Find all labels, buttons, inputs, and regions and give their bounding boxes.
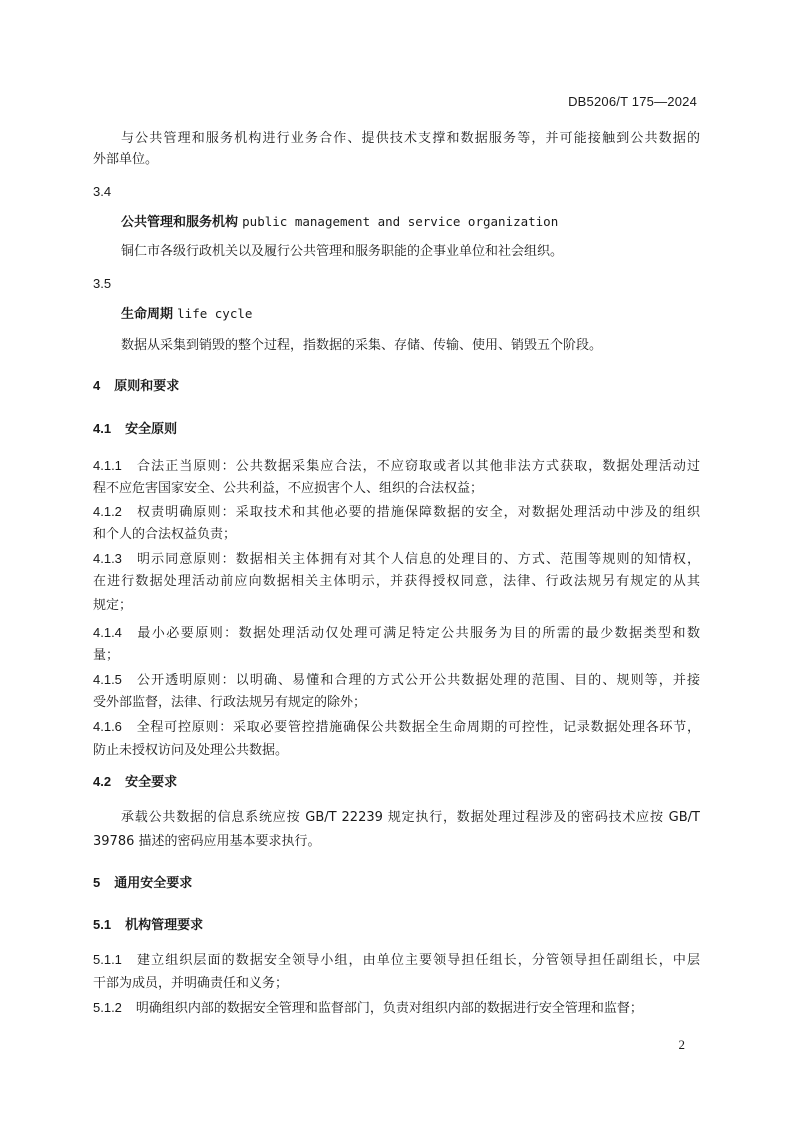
clause-text: 合法正当原则：公共数据采集应合法，不应窃取或者以其他非法方式获取，数据处理活动过 <box>135 459 700 474</box>
term-chinese: 公共管理和服务机构 <box>121 215 239 230</box>
section-title: 安全原则 <box>125 422 178 437</box>
section-number: 4.1 <box>93 421 112 436</box>
clause-number: 4.1.5 <box>93 672 122 687</box>
section-number: 4.2 <box>93 774 112 789</box>
term-chinese: 生命周期 <box>121 307 174 322</box>
clause-number: 4.1.6 <box>93 719 122 734</box>
clause-text: 明确组织内部的数据安全管理和监督部门，负责对组织内部的数据进行安全管理和监督； <box>135 1001 643 1016</box>
chapter-4-heading <box>93 378 700 395</box>
paragraph-line: 规定； <box>93 598 133 613</box>
clause-number: 5.1.2 <box>93 1000 122 1015</box>
clause-text: 权责明确原则：采取技术和其他必要的措施保障数据的安全，对数据处理活动中涉及的组织 <box>135 505 700 520</box>
clause-number: 4.1.1 <box>93 458 122 473</box>
paragraph-line: 防止未授权访问及处理公共数据。 <box>93 743 289 758</box>
section-4-1-heading <box>93 421 700 438</box>
clause-text: 最小必要原则：数据处理活动仅处理可满足特定公共服务为目的所需的最少数据类型和数 <box>135 626 700 641</box>
paragraph-line: 在进行数据处理活动前应向数据相关主体明示，并获得授权同意，法律、行政法规另有规定的从其 <box>93 574 700 589</box>
paragraph-line: 程不应危害国家安全、公共利益，不应损害个人、组织的合法权益； <box>93 481 484 496</box>
document-code-header: DB5206/T 175—2024 <box>568 94 697 109</box>
clause-text: 全程可控原则：采取必要管控措施确保公共数据全生命周期的可控性，记录数据处理各环节， <box>135 720 700 735</box>
chapter-5-heading <box>93 875 700 892</box>
clause-4-1-3 <box>93 551 700 568</box>
term-3-5 <box>121 306 700 323</box>
clause-4-1-2 <box>93 504 700 521</box>
paragraph-line: 与公共管理和服务机构进行业务合作、提供技术支撑和数据服务等，并可能接触到公共数据的 <box>121 131 700 146</box>
section-title: 安全要求 <box>125 775 178 790</box>
term-3-4 <box>121 214 700 231</box>
clause-text: 明示同意原则：数据相关主体拥有对其个人信息的处理目的、方式、范围等规则的知情权， <box>135 552 700 567</box>
term-english: public management and service organization <box>242 214 559 229</box>
clause-5-1-2 <box>93 1000 700 1017</box>
chapter-title: 原则和要求 <box>114 379 180 394</box>
paragraph-line: 干部为成员，并明确责任和义务； <box>93 976 289 991</box>
clause-number-3-5: 3.5 <box>93 276 112 291</box>
clause-4-1-4 <box>93 625 700 642</box>
definition-3-5: 数据从采集到销毁的整个过程，指数据的采集、存储、传输、使用、销毁五个阶段。 <box>121 338 603 353</box>
paragraph-line: 外部单位。 <box>93 152 159 167</box>
paragraph-line: 承载公共数据的信息系统应按 GB/T 22239 规定执行，数据处理过程涉及的密码技术应按 GB/T <box>121 810 700 825</box>
definition-3-4: 铜仁市各级行政机关以及履行公共管理和服务职能的企事业单位和社会组织。 <box>121 244 564 259</box>
clause-text: 公开透明原则：以明确、易懂和合理的方式公开公共数据处理的范围、目的、规则等，并接 <box>135 673 700 688</box>
section-5-1-heading <box>93 917 700 934</box>
chapter-number: 5 <box>93 875 101 890</box>
paragraph-line: 受外部监督，法律、行政法规另有规定的除外； <box>93 695 367 710</box>
clause-5-1-1 <box>93 952 700 969</box>
clause-number: 4.1.3 <box>93 551 122 566</box>
clause-number: 5.1.1 <box>93 952 122 967</box>
section-number: 5.1 <box>93 917 112 932</box>
clause-4-1-5 <box>93 672 700 689</box>
chapter-title: 通用安全要求 <box>114 876 193 891</box>
section-title: 机构管理要求 <box>125 918 204 933</box>
clause-number: 4.1.2 <box>93 504 122 519</box>
term-english: life cycle <box>177 306 253 321</box>
clause-4-1-1 <box>93 458 700 475</box>
clause-4-1-6 <box>93 719 700 736</box>
paragraph-line: 和个人的合法权益负责； <box>93 527 237 542</box>
clause-number: 4.1.4 <box>93 625 122 640</box>
section-4-2-heading <box>93 774 700 791</box>
paragraph-line: 39786 描述的密码应用基本要求执行。 <box>93 834 321 849</box>
paragraph-line: 量； <box>93 648 120 663</box>
chapter-number: 4 <box>93 378 101 393</box>
page-number: 2 <box>678 1037 685 1052</box>
clause-number-3-4: 3.4 <box>93 184 112 199</box>
clause-text: 建立组织层面的数据安全领导小组，由单位主要领导担任组长，分管领导担任副组长，中层 <box>135 953 700 968</box>
